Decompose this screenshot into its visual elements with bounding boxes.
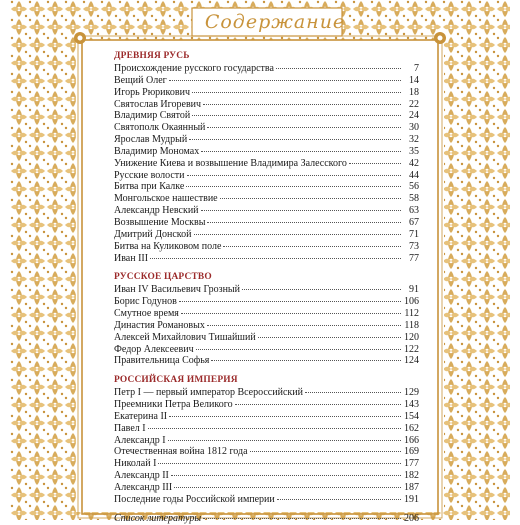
entry-label: Последние годы Российской империи: [114, 493, 275, 505]
toc-entry[interactable]: [114, 158, 419, 170]
section-title: РОССИЙСКАЯ ИМПЕРИЯ: [114, 375, 238, 386]
entry-page-number: 187: [404, 482, 419, 493]
dot-leader: [181, 313, 401, 314]
entry-page-number: 42: [409, 157, 419, 169]
entry-label: Владимир Святой: [114, 110, 191, 122]
dot-leader: [189, 139, 401, 140]
entry-label: Александр I: [114, 434, 166, 446]
dot-leader: [171, 475, 401, 476]
entry-page-number: 24: [409, 110, 419, 122]
dot-leader: [277, 499, 401, 500]
entry-label: Битва при Калке: [114, 181, 185, 193]
entry-page-number: 18: [409, 86, 419, 98]
toc-entry[interactable]: [114, 399, 419, 411]
entry-label: Игорь Рюрикович: [114, 86, 190, 98]
toc-entry[interactable]: [114, 355, 419, 367]
entry-page-number: 35: [409, 145, 419, 157]
toc-entry[interactable]: [114, 110, 419, 122]
entry-page-number: 124: [404, 355, 419, 367]
page-title: Содержание: [204, 11, 346, 33]
toc-entry[interactable]: [114, 75, 419, 87]
entry-label: Святополк Окаянный: [114, 122, 206, 134]
dot-leader: [174, 487, 401, 488]
toc-entry[interactable]: [114, 470, 419, 482]
table-of-contents: [114, 50, 419, 525]
entry-page-number: 177: [404, 458, 419, 470]
entry-label: Федор Алексеевич: [114, 343, 194, 355]
dot-leader: [150, 258, 401, 259]
entry-page-number: 58: [409, 193, 419, 205]
entry-label: Иван IV Васильевич Грозный: [114, 284, 240, 296]
entry-label: Александр II: [114, 470, 169, 482]
entry-list: [114, 63, 419, 264]
entry-page-number: 32: [409, 134, 419, 146]
dot-leader: [201, 151, 401, 152]
entry-page-number: 44: [409, 169, 419, 181]
dot-leader: [192, 92, 401, 93]
entry-list: [114, 284, 419, 367]
dot-leader: [211, 360, 401, 361]
toc-entry[interactable]: [114, 494, 419, 506]
dot-leader: [207, 127, 401, 128]
toc-entry[interactable]: [114, 435, 419, 447]
entry-page-number: 122: [404, 343, 419, 355]
toc-entry[interactable]: [114, 87, 419, 99]
entry-page-number: 56: [409, 181, 419, 193]
dot-leader: [169, 416, 401, 417]
toc-entry[interactable]: [114, 217, 419, 229]
toc-entry[interactable]: [114, 134, 419, 146]
toc-entry[interactable]: [114, 253, 419, 265]
entry-label: Возвышение Москвы: [114, 216, 206, 228]
entry-page-number: 63: [409, 205, 419, 217]
toc-entry[interactable]: [114, 387, 419, 399]
entry-label: Александр Невский: [114, 205, 199, 217]
entry-page-number: 67: [409, 216, 419, 228]
dot-leader: [203, 518, 401, 519]
dot-leader: [169, 80, 401, 81]
toc-entry[interactable]: [114, 229, 419, 241]
entry-label: Петр I — первый император Всероссийский: [114, 387, 303, 399]
dot-leader: [203, 104, 401, 105]
entry-page-number: 118: [404, 319, 419, 331]
toc-entry[interactable]: [114, 170, 419, 182]
dot-leader: [194, 234, 401, 235]
dot-leader: [305, 392, 401, 393]
dot-leader: [207, 325, 401, 326]
entry-label: Вещий Олег: [114, 74, 167, 86]
entry-label: Монгольское нашествие: [114, 193, 218, 205]
entry-page-number: 162: [404, 422, 419, 434]
dot-leader: [220, 198, 401, 199]
toc-entry[interactable]: [114, 458, 419, 470]
toc-entry[interactable]: [114, 344, 419, 356]
dot-leader: [349, 163, 401, 164]
entry-label: Битва на Куликовом поле: [114, 240, 222, 252]
entry-page-number: 182: [404, 470, 419, 482]
toc-entry[interactable]: [114, 193, 419, 205]
dot-leader: [186, 186, 401, 187]
toc-entry[interactable]: [114, 332, 419, 344]
entry-label: Святослав Игоревич: [114, 98, 202, 110]
dot-leader: [235, 404, 401, 405]
toc-entry[interactable]: [114, 205, 419, 217]
toc-entry[interactable]: [114, 63, 419, 75]
entry-list: [114, 387, 419, 505]
entry-page-number: 154: [404, 410, 419, 422]
toc-entry[interactable]: [114, 296, 419, 308]
entry-page-number: 191: [404, 493, 419, 505]
entry-page-number: 73: [409, 240, 419, 252]
entry-label: Иван III: [114, 252, 149, 264]
toc-entry[interactable]: [114, 446, 419, 458]
entry-page-number: 169: [404, 446, 419, 458]
dot-leader: [168, 440, 401, 441]
entry-label: Ярослав Мудрый: [114, 134, 188, 146]
toc-entry[interactable]: [114, 423, 419, 435]
toc-entry-bibliography[interactable]: [114, 513, 419, 525]
entry-page-number: 120: [404, 331, 419, 343]
entry-page-number: 91: [409, 284, 419, 296]
entry-label: Владимир Мономах: [114, 145, 200, 157]
entry-page-number: 166: [404, 434, 419, 446]
title-plate: [204, 8, 346, 36]
toc-section: [114, 374, 419, 505]
toc-entry[interactable]: [114, 99, 419, 111]
entry-label: Унижение Киева и возвышение Владимира Залесского: [114, 157, 347, 169]
toc-entry[interactable]: [114, 181, 419, 193]
dot-leader: [223, 246, 401, 247]
toc-section: [114, 271, 419, 367]
entry-page-number: 77: [409, 252, 419, 264]
dot-leader: [201, 210, 401, 211]
entry-label: Происхождение русского государства: [114, 63, 274, 74]
entry-label: Борис Годунов: [114, 296, 177, 308]
entry-label: Смутное время: [114, 308, 179, 320]
toc-entry[interactable]: [114, 308, 419, 320]
entry-label: Николай I: [114, 458, 157, 470]
dot-leader: [242, 289, 401, 290]
section-title: РУССКОЕ ЦАРСТВО: [114, 272, 212, 283]
section-title: ДРЕВНЯЯ РУСЬ: [114, 51, 190, 61]
entry-page-number: 129: [404, 387, 419, 399]
toc-entry[interactable]: [114, 122, 419, 134]
entry-page-number: 30: [409, 122, 419, 134]
entry-label: Преемники Петра Великого: [114, 399, 233, 411]
dot-leader: [258, 337, 401, 338]
dot-leader: [192, 115, 401, 116]
dot-leader: [207, 222, 401, 223]
toc-section: [114, 50, 419, 264]
entry-page-number: 206: [404, 512, 419, 524]
toc-entry[interactable]: [114, 284, 419, 296]
dot-leader: [187, 175, 401, 176]
toc-entry[interactable]: [114, 482, 419, 494]
dot-leader: [276, 68, 401, 69]
entry-label: Русские волости: [114, 169, 185, 181]
entry-page-number: 112: [404, 308, 419, 320]
entry-page-number: 22: [409, 98, 419, 110]
dot-leader: [250, 451, 401, 452]
entry-label: Александр III: [114, 482, 173, 493]
entry-label: Алексей Михайлович Тишайший: [114, 331, 256, 343]
entry-label: Отечественная война 1812 года: [114, 446, 248, 458]
dot-leader: [196, 349, 401, 350]
dot-leader: [179, 301, 401, 302]
entry-page-number: 7: [414, 63, 419, 74]
entry-label: Екатерина II: [114, 410, 168, 422]
entry-label: Павел I: [114, 422, 146, 434]
entry-label: Список литературы: [114, 512, 202, 524]
entry-page-number: 14: [409, 74, 419, 86]
entry-label: Правительница Софья: [114, 355, 210, 367]
toc-entry[interactable]: [114, 411, 419, 423]
toc-entry[interactable]: [114, 241, 419, 253]
toc-entry[interactable]: [114, 320, 419, 332]
entry-label: Династия Романовых: [114, 319, 205, 331]
toc-entry[interactable]: [114, 146, 419, 158]
entry-page-number: 106: [404, 296, 419, 308]
entry-page-number: 71: [409, 228, 419, 240]
entry-page-number: 143: [404, 399, 419, 411]
entry-label: Дмитрий Донской: [114, 228, 192, 240]
dot-leader: [148, 428, 401, 429]
dot-leader: [158, 463, 401, 464]
